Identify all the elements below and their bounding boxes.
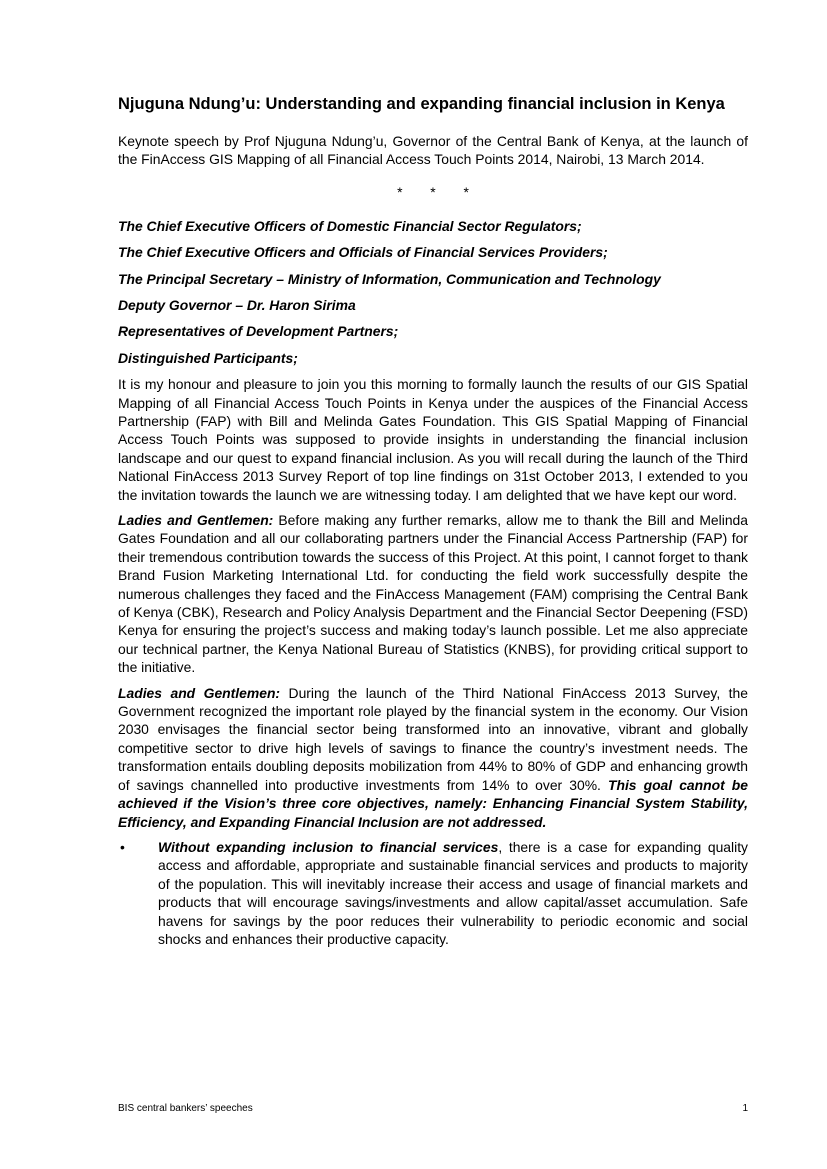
salutation-line: The Chief Executive Officers of Domestic Financial Sector Regulators; — [118, 217, 582, 234]
bullet-text: , there is a case for expanding quality access and affordable, appropriate and sustainable financial services and products to majority of the population. This will inevitably increase their access and usage of financial markets and products that will encourage savings/investments and allow capital/asset accumulation. Safe havens for savings by the poor reduces their vulnerability to periodic economic and social shocks and enhances their productive capacity. — [158, 838, 748, 947]
body-paragraph — [118, 375, 748, 504]
paragraph-text: During the launch of the Third National FinAccess 2013 Survey, the Government recognized the important role played by the financial system in the economy. Our Vision 2030 envisages the financial sector being transformed into an innovative, vibrant and globally competitive sector to drive high levels of savings to finance the country’s investment needs. The transformation entails doubling deposits mobilization from 44% to 80% of GDP and enhancing growth of savings channelled into productive investments from 14% to over 30%. — [118, 684, 748, 793]
salutation-line: Representatives of Development Partners; — [118, 323, 399, 340]
body-paragraph — [118, 684, 748, 831]
paragraph-emphasis: This goal cannot be achieved if the Vision’s three core objectives, namely: Enhancing Financial System Stability, Efficiency, and Expanding Financial Inclusion are not addressed. — [118, 776, 748, 830]
speech-meta: Keynote speech by Prof Njuguna Ndung’u, Governor of the Central Bank of Kenya, at the launch of the FinAccess GIS Mapping of all Financial Access Touch Points 2014, Nairobi, 13 March 2014. — [118, 132, 748, 167]
paragraph-lead: Ladies and Gentlemen: — [118, 512, 274, 528]
paragraph-lead: Ladies and Gentlemen: — [118, 684, 281, 701]
bullet-lead: Without expanding inclusion to financial services — [158, 838, 499, 855]
paragraph-text: Before making any further remarks, allow me to thank the Bill and Melinda Gates Foundation and all our collaborating partners under the Financial Access Partnership (FAP) for their tremendous contribution towards the success of this Project. At this point, I cannot forget to thank Brand Fusion Marketing International Ltd. for conducting the field work successfully despite the numerous challenges they faced and the FinAccess Management (FAM) comprising the Central Bank of Kenya (CBK), Research and Policy Analysis Department and the Financial Sector Deepening (FSD) Kenya for ensuring the project’s success and making today’s launch possible. Let me also appreciate our technical partner, the Kenya National Bureau of Statistics (KNBS), for providing critical support to the initiative. — [118, 512, 748, 676]
page-number: 1 — [742, 1103, 748, 1114]
body-paragraph — [118, 511, 748, 677]
salutation-line: Distinguished Participants; — [118, 349, 298, 366]
page-footer — [118, 1103, 748, 1115]
page-title: Njuguna Ndung’u: Understanding and expanding financial inclusion in Kenya — [118, 95, 725, 113]
salutation-line: Deputy Governor – Dr. Haron Sirima — [118, 296, 356, 313]
paragraph-text: It is my honour and pleasure to join you this morning to formally launch the results of our GIS Spatial Mapping of all Financial Access Touch Points in Kenya under the auspices of the Financial Access Partnership (FAP) with Bill and Melinda Gates Foundation. This GIS Spatial Mapping of Financial Access Touch Points was supposed to provide insights in understanding the financial inclusion landscape and our quest to expand financial inclusion. As you will recall during the launch of the Third National FinAccess 2013 Survey Report of top line findings on 31st October 2013, I extended to you the invitation towards the launch we are witnessing today. I am delighted that we have kept our word. — [118, 376, 748, 503]
bullet-icon: • — [120, 838, 125, 855]
salutation-line: The Chief Executive Officers and Officials of Financial Services Providers; — [118, 244, 608, 261]
section-separator: * * * — [397, 184, 469, 201]
footer-text: BIS central bankers’ speeches — [118, 1103, 253, 1114]
bullet-item — [118, 838, 748, 948]
salutation-line: The Principal Secretary – Ministry of Information, Communication and Technology — [118, 270, 661, 287]
